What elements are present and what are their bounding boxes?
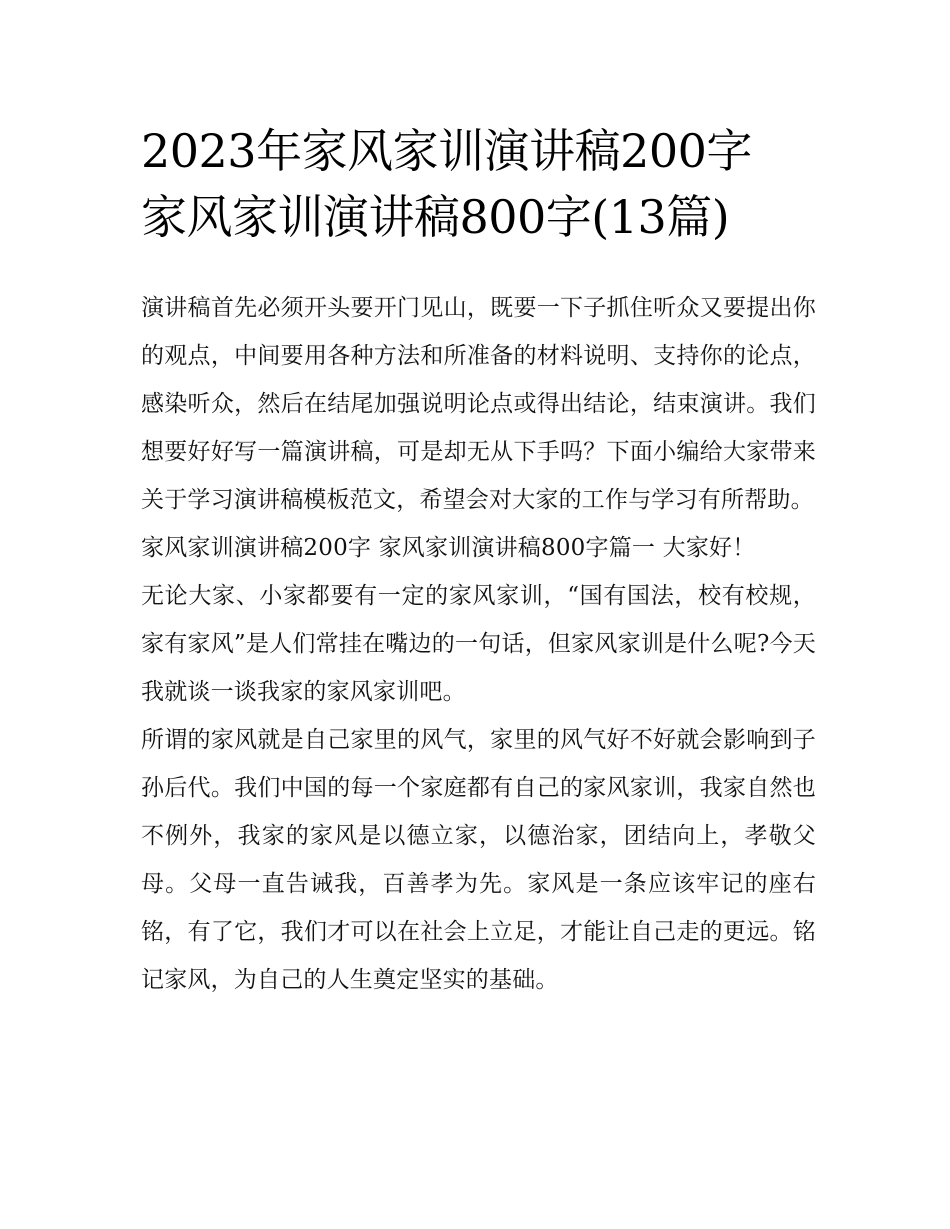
title-line-2: 家风家训演讲稿800字(13篇) (141, 190, 730, 244)
paragraph-intro: 演讲稿首先必须开头要开门见山，既要一下子抓住听众又要提出你的观点，中间要用各种方法和所准备的材料说明、支持你的论点，感染听众，然后在结尾加强说明论点或得出结论，结束演讲。我们想要好好写一篇演讲稿，可是却无从下手吗？下面小编给大家带来关于学习演讲稿模板范文，希望会对大家的工作与学习有所帮助。 (141, 295, 816, 513)
paragraph-2: 无论大家、小家都要有一定的家风家训，“国有国法，校有校规，家有家风”是人们常挂在嘴边的一句话，但家风家训是什么呢?今天我就谈一谈我家的家风家训吧。 (141, 583, 816, 705)
document-page (141, 118, 816, 1004)
document-body (141, 284, 816, 1004)
paragraph-heading: 家风家训演讲稿200字 家风家训演讲稿800字篇一 大家好！ (141, 535, 756, 561)
document-title (141, 118, 816, 250)
paragraph-3: 所谓的家风就是自己家里的风气，家里的风气好不好就会影响到子孙后代。我们中国的每一个家庭都有自己的家风家训，我家自然也不例外，我家的家风是以德立家，以德治家，团结向上，孝敬父母。父母一直告诫我，百善孝为先。家风是一条应该牢记的座右铭，有了它，我们才可以在社会上立足，才能让自己走的更远。铭记家风，为自己的人生奠定坚实的基础。 (141, 727, 816, 993)
title-line-1: 2023年家风家训演讲稿200字 (141, 124, 752, 178)
